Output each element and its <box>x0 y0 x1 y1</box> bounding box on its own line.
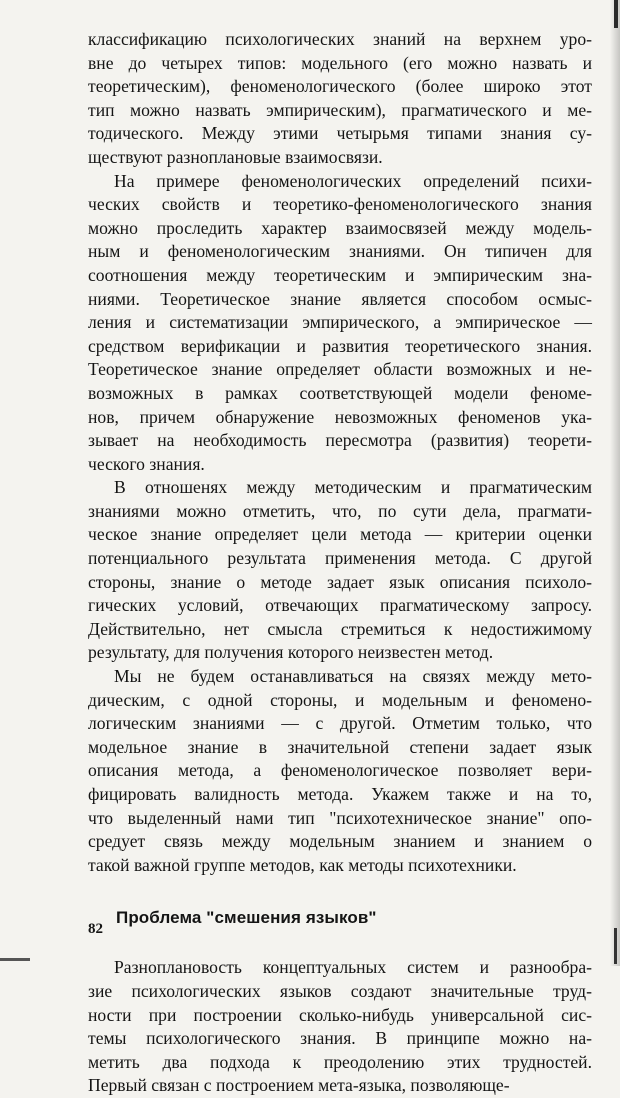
text-line: ным и феноменологическим знаниями. Он типичен для <box>88 241 592 262</box>
text-line: тодического. Между этими четырьмя типами знания су- <box>88 123 592 144</box>
text-line: Первый связан с построением мета-языка, позволяюще- <box>88 1075 510 1096</box>
scan-edge-mark-top <box>614 0 618 28</box>
text-line: В отношенях между методическим и прагматическим <box>114 477 592 498</box>
paragraph <box>88 665 592 877</box>
text-line: Разноплановость концептуальных систем и разнообра- <box>114 957 592 978</box>
text-line: Теоретическое знание определяет области возможных и не- <box>88 359 592 380</box>
text-line: такой важной группе методов, как методы психотехники. <box>88 854 517 875</box>
scan-corner-mark <box>0 958 30 961</box>
text-line: фицировать валидность метода. Укажем также и на то, <box>88 784 592 804</box>
text-line: ческих свойств и теоретико-феноменологического знания <box>88 194 592 215</box>
section-heading: Проблема "смешения языков" <box>116 908 377 928</box>
scan-edge-mark-bottom <box>614 928 617 964</box>
text-line: средством верификации и развития теоретического знания. <box>88 335 592 356</box>
text-line: метить два подхода к преодолению этих трудностей. <box>88 1051 592 1072</box>
text-line: результату, для получения которого неизвестен метод. <box>88 642 494 663</box>
text-line: Мы не будем останавливаться на связях между мето- <box>114 666 592 687</box>
text-line: тип можно назвать эмпирическим), прагматического и ме- <box>88 99 592 120</box>
text-line: ления и систематизации эмпирического, а эмпирическое — <box>88 312 592 333</box>
text-line: зие психологических языков создают значительные труд- <box>88 980 592 1001</box>
page-body <box>88 28 592 1098</box>
text-line: дическим, с одной стороны, и модельным и феномено- <box>88 689 592 710</box>
text-line: потенциального результата применения метода. С другой <box>88 548 592 569</box>
page-number: 82 <box>88 921 103 937</box>
text-line: стороны, знание о методе задает язык описания психоло- <box>88 571 592 592</box>
text-line: зывает на необходимость пересмотра (развития) теорети- <box>88 430 592 451</box>
text-line: Действительно, нет смысла стремиться к недостижимому <box>88 618 592 639</box>
paragraph-after-heading <box>88 956 592 1098</box>
text-line: знаниями можно отметить, что, по сути дела, прагмати- <box>88 500 592 521</box>
text-line: гических условий, отвечающих прагматическому запросу. <box>88 595 592 616</box>
text-line: нов, причем обнаружение невозможных феноменов ука- <box>88 406 592 427</box>
text-line: На примере феноменологических определений психи- <box>114 170 592 191</box>
paragraph <box>88 170 592 477</box>
text-line: ческого знания. <box>88 453 205 474</box>
text-line: вне до четырех типов: модельного (его можно назвать и <box>88 52 592 73</box>
text-line: ниями. Теоретическое знание является способом осмыс- <box>88 288 592 309</box>
paragraph <box>88 476 592 665</box>
text-line: возможных в рамках соответствующей модели феноме- <box>88 382 592 403</box>
text-column <box>88 28 592 877</box>
text-line: ческое знание определяет цели метода — критерии оценки <box>88 524 592 545</box>
text-line: логическим знаниями — с другой. Отметим только, что <box>88 713 592 734</box>
text-line: ности при построении сколько-нибудь универсальной сис- <box>88 1004 592 1025</box>
text-line: темы психологического знания. В принципе можно на- <box>88 1028 592 1049</box>
text-line: модельное знание в значительной степени задает язык <box>88 736 592 757</box>
text-line: что выделенный нами тип "психотехническое знание" опо- <box>88 807 592 828</box>
page-edge-shadow <box>610 0 620 966</box>
text-line: описания метода, а феноменологическое позволяет вери- <box>88 760 592 781</box>
text-line: теоретическим), феноменологического (более широко этот <box>88 76 592 97</box>
text-line: соотношения между теоретическим и эмпирическим зна- <box>88 264 592 285</box>
text-line: можно проследить характер взаимосвязей между модель- <box>88 217 592 238</box>
text-line: ществуют разноплановые взаимосвязи. <box>88 146 383 167</box>
text-line: средует связь между модельным знанием и знанием о <box>88 831 592 852</box>
paragraph <box>88 28 592 170</box>
text-line: классификацию психологических знаний на верхнем уро- <box>88 29 592 49</box>
